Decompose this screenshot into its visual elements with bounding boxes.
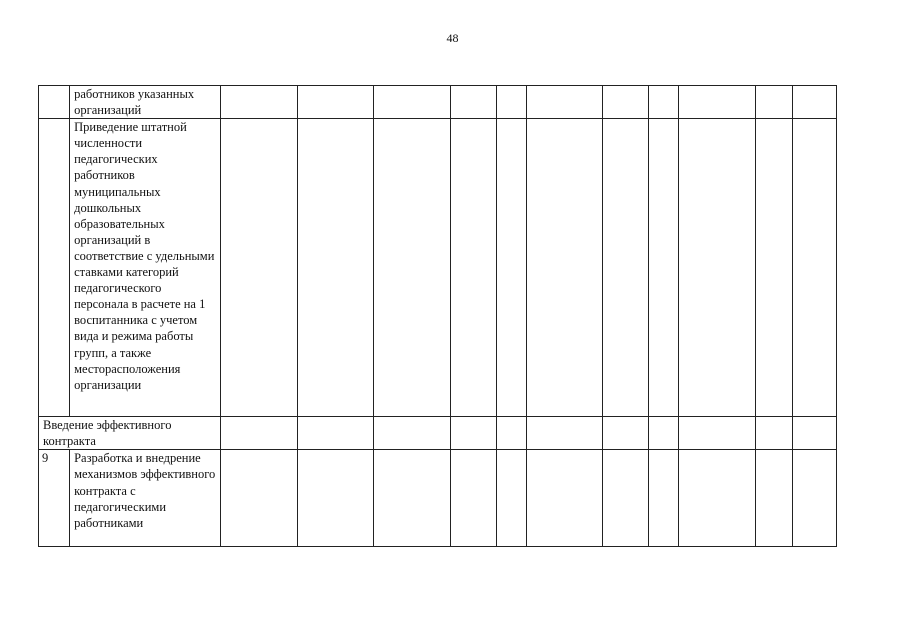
empty-cell xyxy=(297,450,373,547)
empty-cell xyxy=(649,417,679,450)
empty-cell xyxy=(792,86,836,119)
empty-cell xyxy=(603,119,649,417)
row-number-cell: 9 xyxy=(39,450,70,547)
empty-cell xyxy=(374,119,450,417)
empty-cell xyxy=(649,86,679,119)
empty-cell xyxy=(374,86,450,119)
empty-cell xyxy=(755,119,792,417)
empty-cell xyxy=(603,417,649,450)
activity-cell: Разработка и внедрение механизмов эффективного контракта с педагогическими работниками xyxy=(70,450,221,547)
empty-cell xyxy=(220,417,297,450)
empty-cell xyxy=(496,86,526,119)
empty-cell xyxy=(220,119,297,417)
table-row xyxy=(39,86,837,119)
empty-cell xyxy=(603,450,649,547)
empty-cell xyxy=(755,450,792,547)
activity-cell: Приведение штатной численности педагогических работников муниципальных дошкольных образовательных организаций в соответствие с удельными ставками категорий педагогического персонала в расчете на 1 воспитанника с учетом вида и режима работы групп, а также месторасположения организации xyxy=(70,119,221,417)
empty-cell xyxy=(755,86,792,119)
empty-cell xyxy=(450,119,496,417)
empty-cell xyxy=(297,86,373,119)
empty-cell xyxy=(792,450,836,547)
empty-cell xyxy=(496,119,526,417)
empty-cell xyxy=(526,417,602,450)
activity-cell: работников указанных организаций xyxy=(70,86,221,119)
empty-cell xyxy=(374,450,450,547)
empty-cell xyxy=(220,450,297,547)
empty-cell xyxy=(792,119,836,417)
table-row xyxy=(39,450,837,547)
empty-cell xyxy=(792,417,836,450)
empty-cell xyxy=(450,417,496,450)
empty-cell xyxy=(679,86,755,119)
empty-cell xyxy=(297,119,373,417)
empty-cell xyxy=(450,450,496,547)
empty-cell xyxy=(496,417,526,450)
section-row xyxy=(39,417,837,450)
empty-cell xyxy=(450,86,496,119)
empty-cell xyxy=(679,450,755,547)
section-heading: Введение эффективного контракта xyxy=(39,417,221,450)
empty-cell xyxy=(526,450,602,547)
empty-cell xyxy=(679,417,755,450)
plan-table xyxy=(38,85,837,547)
empty-cell xyxy=(526,119,602,417)
empty-cell xyxy=(679,119,755,417)
empty-cell xyxy=(649,119,679,417)
empty-cell xyxy=(649,450,679,547)
empty-cell xyxy=(220,86,297,119)
empty-cell xyxy=(374,417,450,450)
row-number-cell xyxy=(39,86,70,119)
empty-cell xyxy=(526,86,602,119)
row-number-cell xyxy=(39,119,70,417)
page-number: 48 xyxy=(446,31,459,45)
empty-cell xyxy=(496,450,526,547)
empty-cell xyxy=(755,417,792,450)
empty-cell xyxy=(603,86,649,119)
table-row xyxy=(39,119,837,417)
empty-cell xyxy=(297,417,373,450)
